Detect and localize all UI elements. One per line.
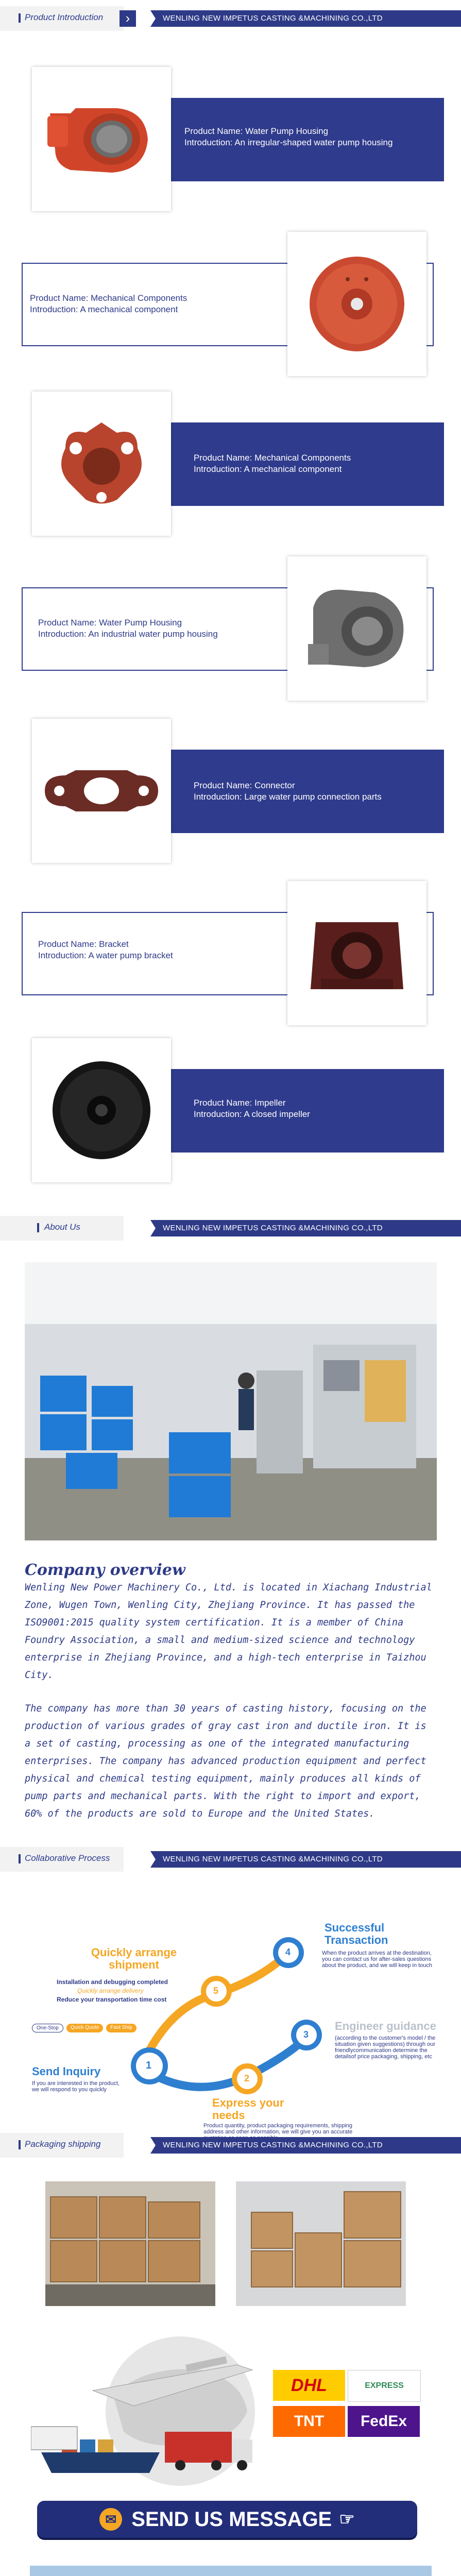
step-title: Quickly arrange shipment [91,1946,177,1971]
product-intro: Introduction: An irregular-shaped water pump housing [184,138,393,147]
send-message-label: SEND US MESSAGE [131,2507,332,2531]
product-name: Product Name: Mechanical Components [194,453,351,463]
dhl-text: DHL [291,2375,327,2395]
company-banner: WENLING NEW IMPETUS CASTING &MACHINING CO.,LTD [150,1851,461,1868]
product-name: Product Name: Bracket [38,939,129,949]
express-logo [348,2370,421,2402]
product-name: Product Name: Water Pump Housing [38,618,182,628]
section-title: About Us [44,1222,80,1232]
product-intro: Introduction: A closed impeller [194,1109,310,1119]
process-diagram [21,1880,443,2138]
chip-row [32,2024,136,2032]
step-number: 5 [213,1986,219,1996]
product-card[interactable] [32,67,171,211]
factory-floor-image [25,1262,437,1540]
product-section-header [0,6,461,31]
packaging-section-header [0,2133,461,2158]
section-title: Product Introduction [25,12,104,22]
step-desc: Product quantity, product packaging requirements, shipping address and other information, we will give you an accurate [203,2123,353,2135]
connector-image [40,755,163,827]
hand-pointer-icon: ☞ [339,2510,355,2529]
mechanical-component-image [300,247,414,361]
product-intro: Introduction: An industrial water pump housing [38,629,218,639]
product-name: Product Name: Connector [194,781,295,790]
section-title: Collaborative Process [25,1853,110,1863]
tnt-logo [273,2406,345,2437]
product-card[interactable] [32,392,171,536]
step-number: 4 [285,1947,291,1957]
product-card[interactable] [32,1038,171,1182]
product-card[interactable] [287,232,426,376]
tnt-text: TNT [294,2413,325,2430]
cargo-ship-image [30,2566,432,2576]
overview-paragraph-2: The company has more than 30 years of casting history, focusing on the production of various grades of gray cast iron and ductile iron. It is a set of casting, processing as one of the integrated manufacturing enterprises. The company has advanced production equipment and perfect physical and chemical testing equipment, mainly produces all kinds of pump parts and mechanical parts. With the right to import and export, 60% of the products are sold to Europe and the United States. [25,1703,426,1819]
pump-housing-image [40,93,163,185]
step-desc: Reduce your transportation time cost [57,1996,167,2003]
fedex-text: FedEx [360,2413,407,2430]
step-title: Send Inquiry [32,2065,101,2078]
step-number: 1 [146,2060,152,2071]
step-title: Engineer guidance [335,2020,436,2032]
product-intro: Introduction: A mechanical component [30,304,178,314]
fedex-logo [348,2406,420,2437]
chip: Fast Ship [106,2024,136,2032]
step-desc: Installation and debugging completed [57,1978,168,1986]
overview-title: Company overview [25,1561,185,1579]
step-title: Express your needs [212,2096,284,2122]
chevron-right-icon[interactable]: › [119,10,136,27]
product-name: Product Name: Impeller [194,1098,286,1108]
factory-photo [25,1262,437,1540]
shipping-illustration [31,2334,433,2488]
product-intro: Introduction: A mechanical component [194,464,342,474]
step-desc: If you are interested in the product, we will respond to you quickly [32,2080,119,2093]
company-banner: WENLING NEW IMPETUS CASTING &MACHINING CO.,LTD [150,2137,461,2154]
packaging-photo-left [45,2181,215,2306]
step-number: 2 [244,2073,250,2083]
company-banner: WENLING NEW IMPETUS CASTING &MACHINING CO.,LTD [150,1220,461,1236]
impeller-image [45,1054,158,1167]
send-message-button[interactable] [37,2501,417,2538]
packaging-photo-right [236,2181,406,2306]
product-intro: Introduction: A water pump bracket [38,951,173,960]
product-card[interactable] [32,719,171,863]
product-card[interactable] [287,556,426,701]
product-name: Product Name: Mechanical Components [30,293,187,303]
process-section-header [0,1847,461,1872]
product-card[interactable] [287,881,426,1025]
step-desc: (according to the customer's model / the situation given suggestions) through our friendlycommunication determine the detailsof price packaging, shipping, etc [335,2035,436,2060]
cardboard-boxes-image [236,2181,406,2306]
step-desc: Quickly arrange delivery [77,1987,144,1994]
chip: One-Stop [32,2024,63,2032]
step-desc: When the product arrives at the destination, you can contact us for after-sales questions about the product, and we will keep in touch [322,1950,433,1969]
product-intro: Introduction: Large water pump connection parts [194,792,382,802]
cardboard-boxes-image [45,2181,215,2306]
express-text: EXPRESS [365,2381,404,2390]
section-title: Packaging shipping [25,2139,101,2149]
water-pump-housing-image [298,577,416,680]
overview-paragraph-1: Wenling New Power Machinery Co., Ltd. is located in Xiachang Industrial Zone, Wugen Town, Wenling City, Zhejiang Province. It has passed the ISO9001:2015 quality system certification. It is a member of China Foundry Association, a small and medium-sized science and technology enterprise in Zhejiang Province, and a high-tech enterprise in Taizhou City. [25,1582,432,1681]
step-title: Successful Transaction [325,1921,388,1946]
company-banner: WENLING NEW IMPETUS CASTING &MACHINING CO.,LTD [150,10,461,27]
bracket-image [300,902,414,1005]
chat-icon: ✉ [99,2508,122,2531]
chip: Quick Quote [66,2024,104,2032]
mechanical-component-image [45,412,158,515]
about-section-header [0,1216,461,1241]
step-number: 3 [303,2029,309,2040]
container-ship-photo [30,2566,432,2576]
product-name: Product Name: Water Pump Housing [184,126,329,136]
dhl-logo [273,2370,345,2401]
